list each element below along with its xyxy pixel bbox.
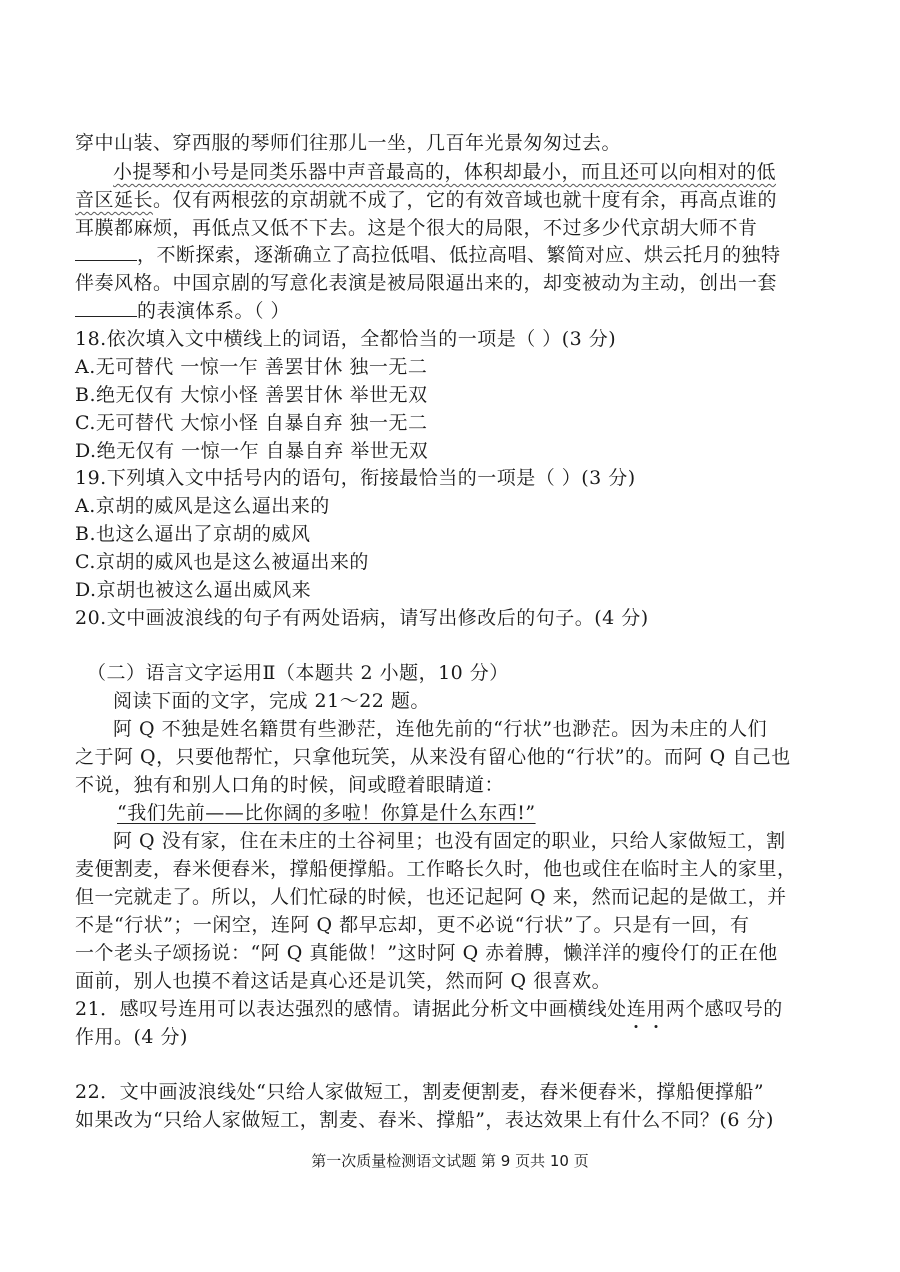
passage2-line-4: 阿 Q 没有家，住在未庄的土谷祠里；也没有固定的职业，只给人家做短工，割 xyxy=(113,830,786,852)
q19-option-b: B.也这么逼出了京胡的威风 xyxy=(75,523,311,545)
q19-option-c: C.京胡的威风也是这么被逼出来的 xyxy=(75,551,369,573)
q21-line-1 xyxy=(75,994,783,1021)
passage1-line-7-text: 的表演体系。（ ） xyxy=(137,300,291,322)
passage2-line-5: 麦便割麦，舂米便舂米，撑船便撑船。工作略长久时，他也或住在临时主人的家里， xyxy=(75,858,797,880)
section2-title: （二）语言文字运用Ⅱ（本题共 2 小题，10 分） xyxy=(87,662,509,684)
page-footer: 第一次质量检测语文试题 第 9 页共 10 页 xyxy=(311,1152,589,1170)
passage1-line-5-text: ，不断探索，逐渐确立了高拉低唱、低拉高唱、繁简对应、烘云托月的独特 xyxy=(137,244,781,266)
q22-line-2: 如果改为“只给人家做短工，割麦、舂米、撑船”，表达效果上有什么不同？(6 分) xyxy=(75,1109,774,1131)
passage2-line-9: 面前，别人也摸不着这话是真心还是讥笑，然而阿 Q 很喜欢。 xyxy=(75,970,612,992)
passage2-line-7: 不是“行状”；一闲空，连阿 Q 都早忘却，更不必说“行状”了。只是有一回，有 xyxy=(75,914,750,936)
passage2-line-8: 一个老头子颂扬说：“阿 Q 真能做！”这时阿 Q 赤着膊，懒洋洋的瘦伶仃的正在他 xyxy=(75,942,778,964)
passage1-line-3-rest: 。仅有两根弦的京胡就不成了，它的有效音域也就十度有余，再高点谁的 xyxy=(153,189,778,211)
q19-stem: 19.下列填入文中括号内的语句，衔接最恰当的一项是（ ）(3 分) xyxy=(75,467,636,489)
emphasis-dot-char: 连 xyxy=(627,994,647,1021)
passage1-line-6: 伴奏风格。中国京剧的写意化表演是被局限逼出来的，却变被动为主动，创出一套 xyxy=(75,272,778,294)
passage2-line-3: 不说，独有和别人口角的时候，间或瞪着眼睛道： xyxy=(75,774,505,796)
passage2-line-6: 但一完就走了。所以，人们忙碌的时候，也还记起阿 Q 来，然而记起的是做工，并 xyxy=(75,886,787,908)
emphasis-dot-char: 用 xyxy=(646,994,666,1021)
q18-option-d: D.绝无仅有 一惊一乍 自暴自弃 举世无双 xyxy=(75,440,429,462)
q20-stem: 20.文中画波浪线的句子有两处语病，请写出修改后的句子。(4 分) xyxy=(75,607,649,629)
underlined-quote: “我们先前——比你阔的多啦！你算是什么东西!” xyxy=(117,802,536,824)
passage2-line-2: 之于阿 Q，只要他帮忙，只拿他玩笑，从来没有留心他的“行状”的。而阿 Q 自己也 xyxy=(75,746,791,768)
q19-option-a: A.京胡的威风是这么逼出来的 xyxy=(75,495,330,517)
q18-option-b: B.绝无仅有 大惊小怪 善罢甘休 举世无双 xyxy=(75,384,428,406)
q21-text-post: 两个感叹号的 xyxy=(665,998,783,1020)
fill-blank-2 xyxy=(75,244,137,261)
passage1-line-5 xyxy=(75,240,781,267)
passage1-line-2 xyxy=(113,157,776,184)
q22-line-1: 22．文中画波浪线处“只给人家做短工，割麦便割麦，舂米便舂米，撑船便撑船” xyxy=(75,1081,765,1103)
wavy-sentence: 小提琴和小号是同类乐器中声音最高的，体积却最小，而且还可以向相对的低 xyxy=(113,161,777,183)
passage1-line-1: 穿中山装、穿西服的琴师们往那儿一坐，几百年光景匆匆过去。 xyxy=(75,132,622,154)
passage2-quote xyxy=(117,798,536,825)
passage1-line-3 xyxy=(75,185,777,212)
q18-stem: 18.依次填入文中横线上的词语，全都恰当的一项是（ ）(3 分) xyxy=(75,328,617,350)
passage1-line-7 xyxy=(75,296,290,323)
section2-instruction: 阅读下面的文字，完成 21～22 题。 xyxy=(113,690,430,712)
q19-option-d: D.京胡也被这么逼出威风来 xyxy=(75,579,312,601)
passage2-line-1: 阿 Q 不独是姓名籍贯有些渺茫，连他先前的“行状”也渺茫。因为未庄的人们 xyxy=(113,718,768,740)
q21-text-pre: 21．感叹号连用可以表达强烈的感情。请据此分析文中画横线处 xyxy=(75,998,627,1020)
q18-option-c: C.无可替代 大惊小怪 自暴自弃 独一无二 xyxy=(75,412,428,434)
q18-option-a: A.无可替代 一惊一乍 善罢甘休 独一无二 xyxy=(75,356,428,378)
q21-line-2: 作用。(4 分) xyxy=(75,1026,188,1048)
fill-blank-3 xyxy=(75,300,137,317)
passage1-line-4: 耳膜都麻烦，再低点又低不下去。这是个很大的局限，不过多少代京胡大师不肯 xyxy=(75,217,758,239)
wavy-sentence-end: 音区延长 xyxy=(75,189,154,211)
